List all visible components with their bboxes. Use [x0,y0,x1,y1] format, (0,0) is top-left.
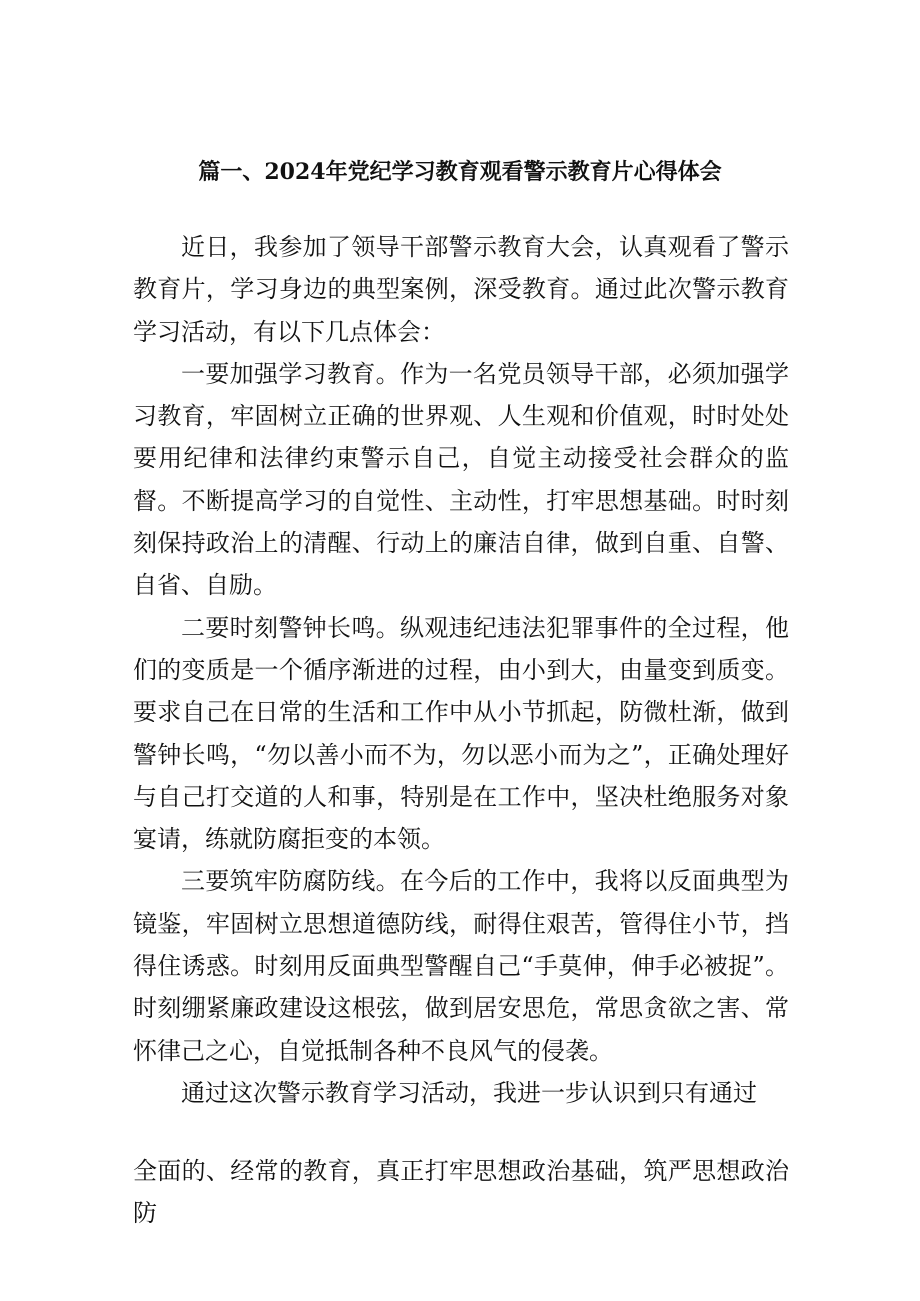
paragraph-point-three: 三要筑牢防腐防线。在今后的工作中，我将以反面典型为镜鉴，牢固树立思想道德防线，耐得住艰苦，管得住小节，挡得住诱惑。时刻用反面典型警醒自己“手莫伸，伸手必被捉”。时刻绷紧廉政建设这根弦，做到居安思危，常思贪欲之害、常怀律己之心，自觉抵制各种不良风气的侵袭。 [133,867,789,1065]
document-body [133,226,789,1114]
paragraph-point-two: 二要时刻警钟长鸣。纵观违纪违法犯罪事件的全过程，他们的变质是一个循序渐进的过程，由小到大，由量变到质变。要求自己在日常的生活和工作中从小节抓起，防微杜渐，做到警钟长鸣，“勿以善小而不为，勿以恶小而为之”，正确处理好与自己打交道的人和事，特别是在工作中，坚决杜绝服务对象宴请，练就防腐拒变的本领。 [133,613,789,854]
paragraph-conclusion-start: 通过这次警示教育学习活动，我进一步认识到只有通过 [181,1078,757,1107]
paragraph-conclusion-continued: 全面的、经常的教育，真正打牢思想政治基础，筑严思想政治防 [133,1157,789,1227]
paragraph-point-one: 一要加强学习教育。作为一名党员领导干部，必须加强学习教育，牢固树立正确的世界观、人生观和价值观，时时处处要用纪律和法律约束警示自己，自觉主动接受社会群众的监督。不断提高学习的自觉性、主动性，打牢思想基础。时时刻刻保持政治上的清醒、行动上的廉洁自律，做到自重、自警、自省、自励。 [133,359,789,600]
document-title: 篇一、2024年党纪学习教育观看警示教育片心得体会 [198,159,722,185]
paragraph-intro: 近日，我参加了领导干部警示教育大会，认真观看了警示教育片，学习身边的典型案例，深受教育。通过此次警示教育学习活动，有以下几点体会： [133,233,789,346]
